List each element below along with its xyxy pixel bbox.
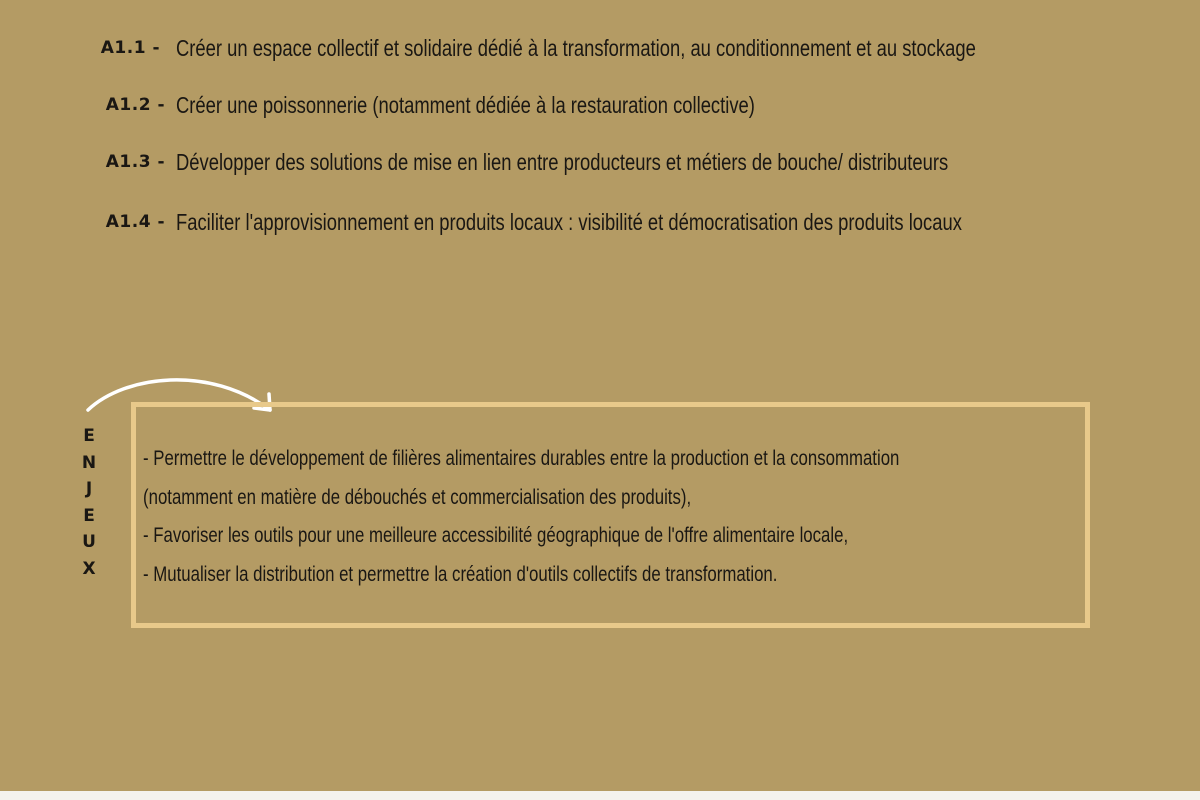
action-item [0,142,1200,182]
enjeux-vertical-label [76,423,102,582]
enjeux-letter: E [83,426,95,446]
action-text: Faciliter l'approvisionnement en produits locaux : visibilité et démocratisation des produits locaux [176,209,962,235]
enjeux-line: - Favoriser les outils pour une meilleure accessibilité géographique de l'offre alimentaire locale, [143,524,849,547]
action-item [0,85,1200,125]
enjeux-text [143,440,1063,594]
action-code: A1.4 - [105,212,165,232]
action-item [0,28,1200,68]
enjeux-line: - Permettre le développement de filières alimentaires durables entre la production et la consommation [143,447,900,470]
enjeux-letter: N [81,452,97,473]
enjeux-letter: J [85,479,93,499]
enjeux-letter: E [83,505,95,526]
action-code: A1.2 - [105,95,165,115]
action-item [0,202,1200,242]
action-code: A1.3 - [105,152,165,172]
action-text: Créer un espace collectif et solidaire dédié à la transformation, au conditionnement et au stockage [176,35,976,61]
enjeux-line: - Mutualiser la distribution et permettre la création d'outils collectifs de transformation. [143,562,778,586]
enjeux-letter: X [82,558,96,579]
action-text: Développer des solutions de mise en lien entre producteurs et métiers de bouche/ distributeurs [176,149,949,175]
action-code: A1.1 - [100,38,160,58]
enjeux-letter: U [82,532,96,552]
action-text: Créer une poissonnerie (notamment dédiée à la restauration collective) [176,92,755,118]
footer-band [0,791,1200,800]
enjeux-line: (notamment en matière de débouchés et commercialisation des produits), [143,485,692,509]
